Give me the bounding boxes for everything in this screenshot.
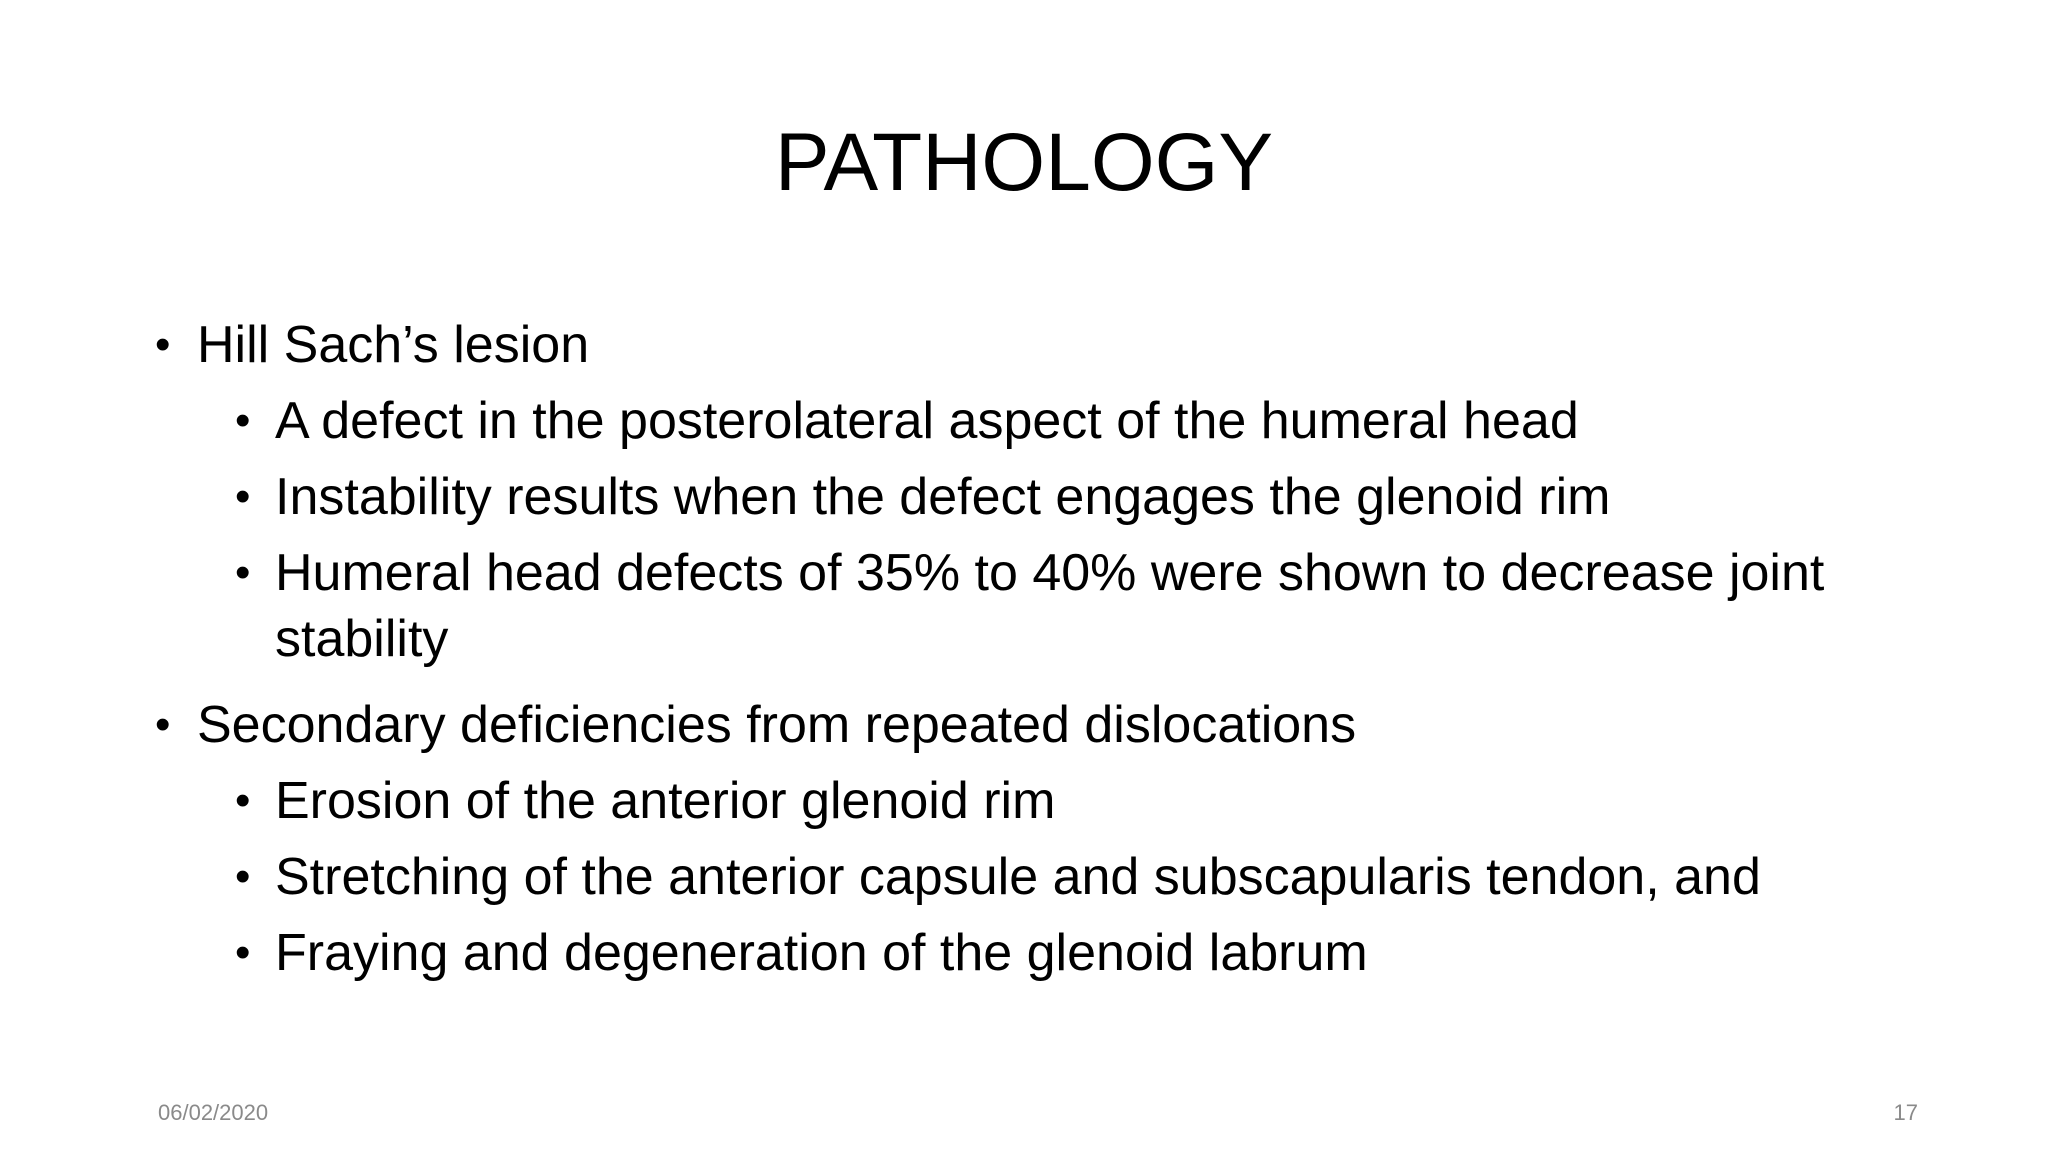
slide-title: PATHOLOGY — [774, 117, 1274, 208]
bullet-icon: • — [155, 700, 171, 749]
bullet-group — [155, 692, 1915, 986]
sub-bullet-text: Instability results when the defect engages the glenoid rim — [275, 468, 1611, 526]
footer-date: 06/02/2020 — [158, 1100, 269, 1125]
sub-bullet-list — [155, 388, 1915, 672]
bullet-icon: • — [235, 776, 251, 825]
bullet-text: Secondary deficiencies from repeated dislocations — [197, 696, 1357, 754]
bullet-icon: • — [235, 396, 251, 445]
sub-bullet-text: Stretching of the anterior capsule and subscapularis tendon, and — [275, 848, 1761, 906]
slide-content — [155, 312, 1915, 1006]
sub-bullet-item — [155, 844, 1915, 910]
sub-bullet-item — [155, 464, 1915, 530]
sub-bullet-text: Erosion of the anterior glenoid rim — [275, 772, 1056, 830]
bullet-icon: • — [155, 320, 171, 369]
bullet-group — [155, 312, 1915, 672]
slide-number: 17 — [1893, 1100, 1918, 1125]
bullet-icon: • — [235, 472, 251, 521]
sub-bullet-item — [155, 540, 1915, 672]
bullet-item — [155, 692, 1915, 758]
sub-bullet-list — [155, 768, 1915, 986]
sub-bullet-item — [155, 768, 1915, 834]
bullet-text: Hill Sach’s lesion — [197, 316, 590, 374]
sub-bullet-text: A defect in the posterolateral aspect of the humeral head — [275, 392, 1579, 450]
bullet-icon: • — [235, 548, 251, 597]
bullet-icon: • — [235, 928, 251, 977]
bullet-icon: • — [235, 852, 251, 901]
bullet-item — [155, 312, 1915, 378]
sub-bullet-item — [155, 388, 1915, 454]
sub-bullet-item — [155, 920, 1915, 986]
sub-bullet-text: Fraying and degeneration of the glenoid labrum — [275, 924, 1368, 982]
sub-bullet-text: Humeral head defects of 35% to 40% were shown to decrease joint stability — [275, 544, 1825, 668]
